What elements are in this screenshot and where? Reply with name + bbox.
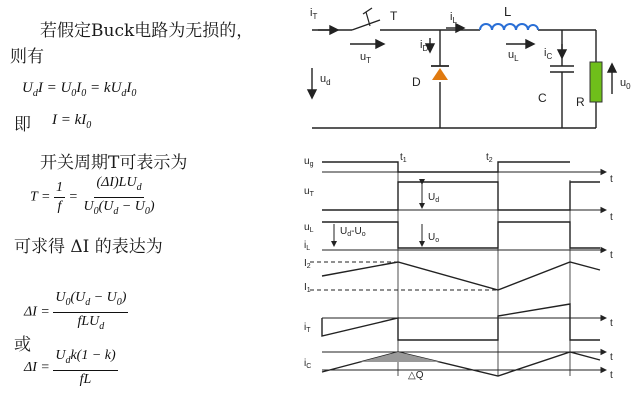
wave-label-Uo: $U_o$ (428, 232, 440, 244)
label-uL: $u_L$ (508, 49, 519, 63)
delta-q-area (360, 352, 440, 362)
label-C: C (538, 91, 547, 105)
axis-t-3: t (610, 250, 613, 261)
buck-waveform-diagram (300, 140, 640, 406)
equation-period: T = $\frac{1}{f}$ = $\frac{(\Delta I)LU_d}{U_0(U_d - U_0)}$ (30, 175, 155, 217)
wave-label-I1: $I_1$ (304, 282, 311, 294)
resistor-symbol (590, 62, 602, 102)
intro-line-1: 若假定Buck电路为无损的， (40, 21, 254, 41)
equation-delta-i-1: ΔI = $\frac{U_0(U_d - U_0)}{fLU_d}$ (24, 290, 127, 332)
huo-label: 或 (14, 335, 31, 355)
wave-label-I2: $I_2$ (304, 258, 311, 270)
label-R: R (576, 95, 585, 109)
wave-label-t2: $t_2$ (486, 152, 493, 164)
label-iT: $i_T$ (310, 7, 318, 21)
label-D: D (412, 75, 421, 89)
buck-circuit-diagram (300, 0, 640, 140)
axis-t-5: t (610, 352, 613, 363)
axis-t-2: t (610, 212, 613, 223)
label-ud: $u_d$ (320, 73, 331, 87)
wave-label-delta-q: △Q (408, 370, 424, 381)
equation-power-balance: $U_dI = U_0I_0 = kU_dI_0$ (22, 80, 137, 99)
wave-label-ug: $u_g$ (304, 156, 314, 168)
label-iC: $i_C$ (544, 47, 553, 61)
label-T: T (390, 9, 398, 23)
axis-t-1: t (610, 174, 613, 185)
wave-label-iL: $i_L$ (304, 240, 311, 252)
label-u0: $u_0$ (620, 77, 631, 91)
axis-t-6: t (610, 370, 613, 381)
axis-t-4: t (610, 318, 613, 329)
ji-label: 即 (14, 115, 31, 135)
intro-line-2: 则有 (10, 47, 44, 67)
delta-i-line: 可求得 ΔI 的表达为 (14, 237, 163, 257)
label-iL: $i_L$ (450, 11, 457, 25)
wave-label-uL: $u_L$ (304, 222, 314, 234)
diode-symbol (431, 66, 449, 80)
wave-label-UdU0: $U_d-U_o$ (340, 226, 366, 238)
wave-label-uT: $u_T$ (304, 186, 314, 198)
wave-label-Ud: $U_d$ (428, 192, 440, 204)
label-L: L (504, 4, 512, 19)
wave-label-iT: $i_T$ (304, 322, 311, 334)
equation-delta-i-2: ΔI = $\frac{U_dk(1 - k)}{fL}$ (24, 348, 116, 387)
label-iD: $i_D$ (420, 39, 429, 53)
label-uT: $u_T$ (360, 51, 372, 65)
inductor-symbol (480, 24, 538, 30)
equation-current-relation: $I = kI_0$ (52, 112, 92, 131)
wave-label-t1: $t_1$ (400, 152, 407, 164)
wave-label-iC: $i_C$ (304, 358, 312, 370)
period-line: 开关周期T可表示为 (40, 153, 188, 173)
